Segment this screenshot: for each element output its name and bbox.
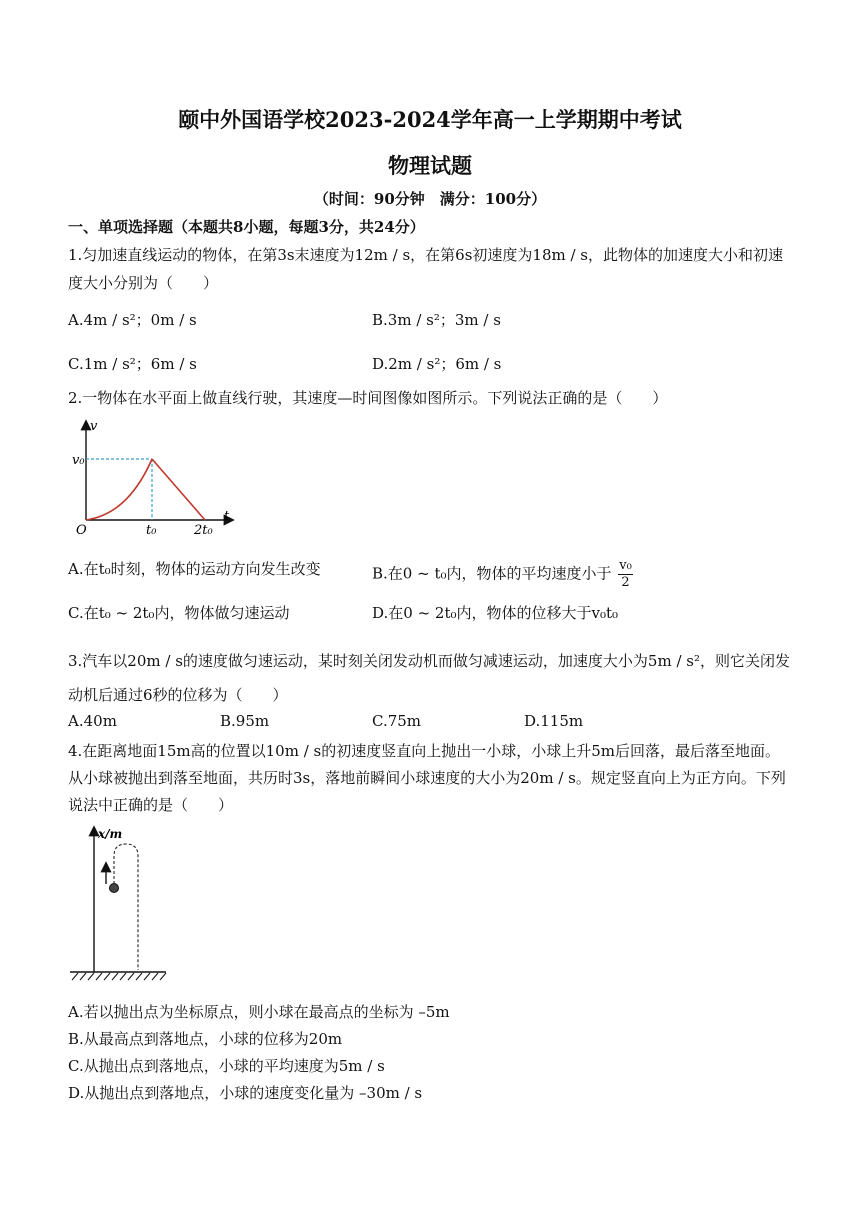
v0-label: v₀ — [72, 453, 85, 468]
q1-option-a: A.4m / s²；0m / s — [68, 311, 197, 329]
q4-option-a: A.若以抛出点为坐标原点，则小球在最高点的坐标为 –5m — [68, 1003, 450, 1021]
q2-stem: 2.一物体在水平面上做直线行驶，其速度—时间图像如图所示。下列说法正确的是（ ） — [68, 389, 668, 407]
q3-option-d: D.115m — [524, 712, 584, 730]
axis-label: x/m — [98, 827, 123, 841]
q4-stem-line1: 4.在距离地面15m高的位置以10m / s的初速度竖直向上抛出一小球，小球上升5m后回落，最后落至地面。 — [68, 742, 780, 760]
accelerating-curve — [86, 459, 152, 520]
t-axis-label: t — [224, 509, 230, 524]
q2-option-c: C.在t₀ ~ 2t₀内，物体做匀速运动 — [68, 604, 290, 622]
v-axis-label: v — [90, 419, 98, 434]
origin-label: O — [76, 523, 87, 538]
q3-stem-line2: 动机后通过6秒的位移为（ ） — [68, 686, 288, 704]
q4-option-c: C.从抛出点到落地点，小球的平均速度为5m / s — [68, 1057, 385, 1075]
q2-option-d: D.在0 ~ 2t₀内，物体的位移大于v₀t₀ — [372, 604, 619, 622]
v0-over-2-fraction — [618, 558, 633, 591]
fraction-denominator: 2 — [621, 575, 630, 590]
exam-title: 颐中外国语学校2023-2024学年高一上学期期中考试 — [178, 107, 682, 132]
decelerating-line — [152, 459, 205, 520]
q4-stem-line3: 说法中正确的是（ ） — [68, 796, 234, 814]
q1-option-d: D.2m / s²；6m / s — [372, 355, 502, 373]
velocity-time-graph — [66, 416, 246, 540]
q4-option-b: B.从最高点到落地点，小球的位移为20m — [68, 1030, 343, 1048]
subject-title: 物理试题 — [388, 153, 472, 178]
q3-option-c: C.75m — [372, 712, 422, 730]
t0-label: t₀ — [146, 523, 157, 538]
q1-stem-line2: 度大小分别为（ ） — [68, 274, 219, 292]
q4-option-d: D.从抛出点到落地点，小球的速度变化量为 –30m / s — [68, 1084, 423, 1102]
trajectory-path — [114, 844, 138, 970]
q2-option-b — [372, 558, 633, 591]
2t0-label: 2t₀ — [194, 523, 213, 538]
time-info: （时间：90分钟 满分：100分） — [313, 190, 547, 208]
q3-option-b: B.95m — [220, 712, 270, 730]
q1-option-c: C.1m / s²；6m / s — [68, 355, 197, 373]
q3-option-a: A.40m — [68, 712, 117, 730]
q4-stem-line2: 从小球被抛出到落至地面，共历时3s，落地前瞬间小球速度的大小为20m / s。规定竖直向上为正方向。下列 — [68, 769, 786, 787]
q2-option-a: A.在t₀时刻，物体的运动方向发生改变 — [68, 560, 321, 578]
ball — [110, 884, 119, 893]
fraction-numerator: v₀ — [619, 558, 632, 573]
q1-stem-line1: 1.匀加速直线运动的物体，在第3s末速度为12m / s，在第6s初速度为18m / s，此物体的加速度大小和初速 — [68, 246, 783, 264]
q2-option-b-text: B.在0 ~ t₀内，物体的平均速度小于 — [372, 564, 612, 583]
q3-stem-line1: 3.汽车以20m / s的速度做匀速运动，某时刻关闭发动机而做匀减速运动，加速度大小为5m / s²，则它关闭发 — [68, 652, 790, 670]
section-heading: 一、单项选择题（本题共8小题，每题3分，共24分） — [68, 218, 425, 236]
ground-hatching — [72, 973, 166, 980]
projectile-diagram — [66, 822, 176, 988]
q1-option-b: B.3m / s²；3m / s — [372, 311, 501, 329]
